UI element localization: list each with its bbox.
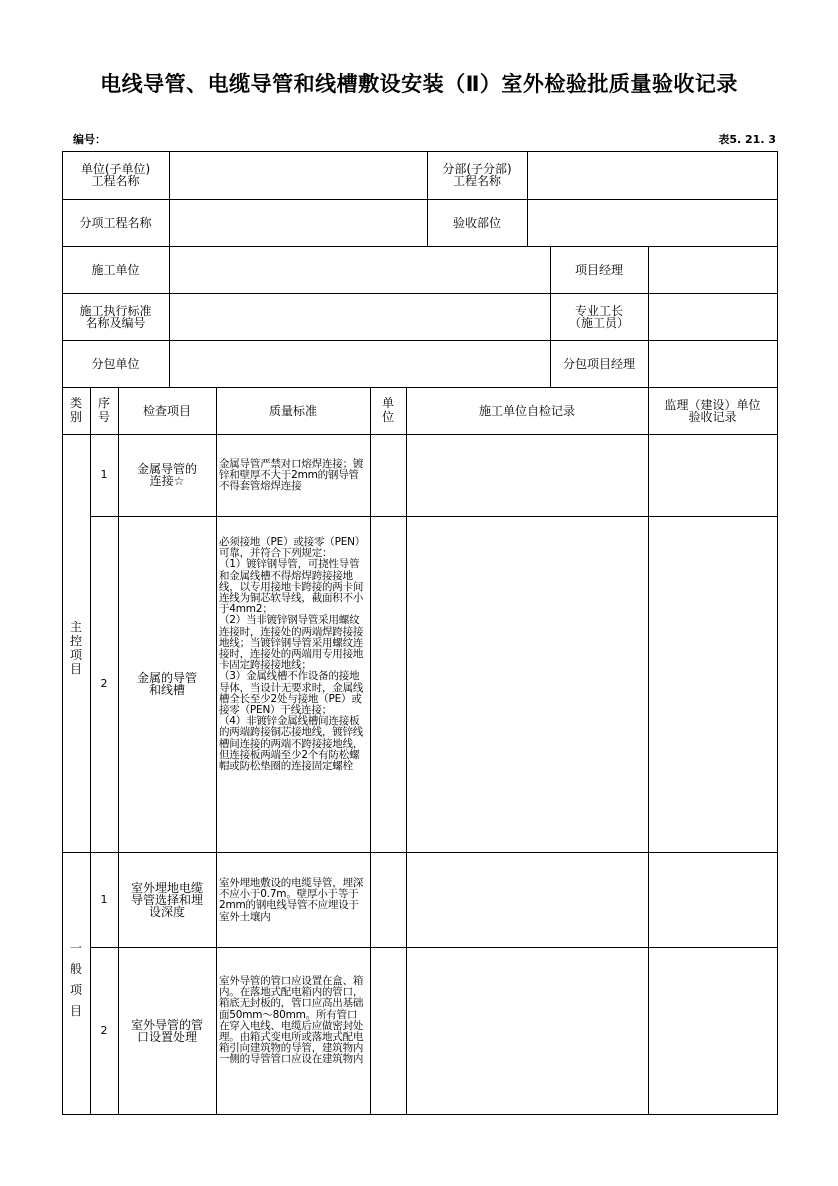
row-check-item: 金属导管的 连接☆ xyxy=(136,462,197,488)
acceptance-part-label: 验收部位 xyxy=(452,215,501,230)
sub-project-name-label: 分部(子分部) 工程名称 xyxy=(442,162,512,188)
column-supervision: 监理（建设）单位 验收记录 xyxy=(664,397,761,424)
serial-label: 编号： xyxy=(73,133,106,146)
row-seq: 1 xyxy=(100,468,108,481)
row-seq: 2 xyxy=(100,677,108,690)
standard-name-label: 施工执行标准 名称及编号 xyxy=(79,303,152,330)
row-quality-standard: 室外埋地敷设的电缆导管，埋深不应小于0.7m。壁厚小于等于2mm的钢电线导管不应埋设于室外土壤内 xyxy=(219,877,364,923)
group-general-items: 一般项目 xyxy=(69,941,82,1018)
table-number: 表5. 21. 3 xyxy=(718,133,776,146)
row-seq: 1 xyxy=(100,892,108,906)
foreman-label: 专业工长 （施工员） xyxy=(568,303,629,330)
row-check-item: 室外导管的管 口设置处理 xyxy=(130,1017,203,1044)
subcontract-unit-label: 分包单位 xyxy=(91,356,140,371)
row-check-item: 金属的导管 和线槽 xyxy=(136,671,197,697)
column-category: 类别 xyxy=(69,396,82,424)
unit-project-name-label: 单位(子单位) 工程名称 xyxy=(80,162,151,188)
subcontract-manager-label: 分包项目经理 xyxy=(562,356,635,371)
column-self-check: 施工单位自检记录 xyxy=(478,403,575,418)
row-check-item: 室外埋地电缆 导管选择和埋 设深度 xyxy=(130,880,203,919)
row-quality-standard: 金属导管严禁对口熔焊连接；镀锌和壁厚不大于2mm的钢导管不得套管熔焊连接 xyxy=(219,458,364,493)
column-check-item: 检查项目 xyxy=(142,403,191,418)
project-manager-label: 项目经理 xyxy=(574,262,623,277)
row-seq: 2 xyxy=(100,1023,108,1037)
column-quality-standard: 质量标准 xyxy=(268,403,317,418)
column-unit: 单位 xyxy=(381,396,394,424)
row-quality-standard: 必须接地（PE）或接零（PEN）可靠，并符合下列规定： （1）镀锌钢导管，可挠性导管和金属线槽不得熔焊跨接接地线，以专用接地卡跨接的两卡间连线为铜芯软导线，截面积不小于4mm2； （2）当非镀锌钢导管采用螺纹连接时，连接处的两端焊跨接接地线；当镀锌钢导管采用螺纹连接时，连接处的两端用专用接地卡固定跨接接地线； （3）金属线槽不作设备的接地导体，当设计无要求时，金属线槽全长至少2处与接地（PE）或接零（PEN）干线连接； （4）非镀锌金属线槽间连接板的两端跨接铜芯接地线，镀锌线槽间连接的两端不跨接接地线，但连接板两端至少2个有防松螺帽或防松垫圈的连接固定螺栓 xyxy=(219,536,366,773)
construction-unit-label: 施工单位 xyxy=(91,262,140,277)
item-project-name-label: 分项工程名称 xyxy=(79,215,152,230)
column-seq: 序号 xyxy=(97,396,110,424)
group-main-items: 主控项目 xyxy=(69,620,82,676)
row-quality-standard: 室外导管的管口应设置在盒、箱内。在落地式配电箱内的管口，箱底无封板的，管口应高出基础面50mm～80mm。所有管口在穿入电线、电缆后应做密封处理。由箱式变电所或落地式配电箱引向建筑物的导管，建筑物内一侧的导管管口应设在建筑物内 xyxy=(219,975,364,1066)
page-title: 电线导管、电缆导管和线槽敷设安装（Ⅱ）室外检验批质量验收记录 xyxy=(100,72,738,96)
